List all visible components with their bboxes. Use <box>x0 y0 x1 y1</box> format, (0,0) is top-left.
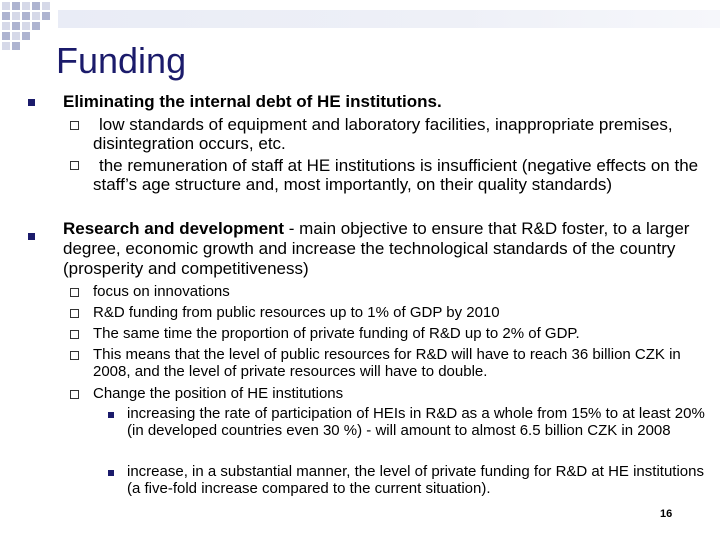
checkbox-bullet-icon <box>70 161 79 170</box>
grid-square <box>2 22 10 30</box>
square-bullet-icon <box>108 470 114 476</box>
bullet-2-sub-3: The same time the proportion of private funding of R&D up to 2% of GDP. <box>93 325 580 342</box>
bullet-2-sub-5: Change the position of HE institutions <box>93 385 344 402</box>
checkbox-bullet-icon <box>70 351 79 360</box>
checkbox-bullet-icon <box>70 121 79 130</box>
grid-square <box>42 2 50 10</box>
grid-square <box>32 22 40 30</box>
square-bullet-icon <box>28 99 35 106</box>
grid-square <box>2 42 10 50</box>
bullet-2-subsub-1: increasing the rate of participation of HEIs in R&D as a whole from 15% to at least 20% (in developed countries even 30 %) - will amount to almost 6.5 billion CZK in 2008 <box>127 405 705 439</box>
grid-square <box>22 22 30 30</box>
title-bar <box>58 10 720 28</box>
grid-square <box>2 32 10 40</box>
bullet-1-sub-1: low standards of equipment and laboratory facilities, inappropriate premises, disintegration occurs, etc. <box>93 115 673 153</box>
grid-square <box>42 12 50 20</box>
grid-square <box>2 12 10 20</box>
checkbox-bullet-icon <box>70 390 79 399</box>
checkbox-bullet-icon <box>70 309 79 318</box>
grid-square <box>22 32 30 40</box>
grid-square <box>2 2 10 10</box>
bullet-1-sub-2: the remuneration of staff at HE institutions is insufficient (negative effects on the staff’s age structure and, most importantly, on their quality standards) <box>93 156 699 194</box>
grid-square <box>22 2 30 10</box>
grid-square <box>22 12 30 20</box>
square-bullet-icon <box>108 412 114 418</box>
grid-square <box>12 2 20 10</box>
grid-square <box>12 42 20 50</box>
square-bullet-icon <box>28 233 35 240</box>
grid-square <box>12 32 20 40</box>
bullet-2-subsub-2: increase, in a substantial manner, the level of private funding for R&D at HE institutions (a five-fold increase compared to the current situation). <box>127 463 704 497</box>
checkbox-bullet-icon <box>70 288 79 297</box>
page-number: 16 <box>660 508 673 520</box>
bullet-2-bold: Research and development <box>63 219 285 238</box>
checkbox-bullet-icon <box>70 330 79 339</box>
bullet-2-sub-2: R&D funding from public resources up to 1% of GDP by 2010 <box>93 304 500 321</box>
bullet-2-text <box>63 219 713 279</box>
grid-square <box>32 12 40 20</box>
bullet-2-sub-1: focus on innovations <box>93 283 230 300</box>
slide-title: Funding <box>56 40 187 81</box>
bullet-2-sub-4: This means that the level of public resources for R&D will have to reach 36 billion CZK in 2008, and the level of private resources will have to double. <box>93 346 681 380</box>
grid-square <box>32 2 40 10</box>
bullet-2-rest: - main objective to ensure that R&D foster, to a larger degree, economic growth and increase the technological standards of the country (prosperity and competitiveness) <box>63 219 690 278</box>
grid-square <box>12 22 20 30</box>
grid-square <box>12 12 20 20</box>
bullet-1-text: Eliminating the internal debt of HE institutions. <box>63 92 442 111</box>
